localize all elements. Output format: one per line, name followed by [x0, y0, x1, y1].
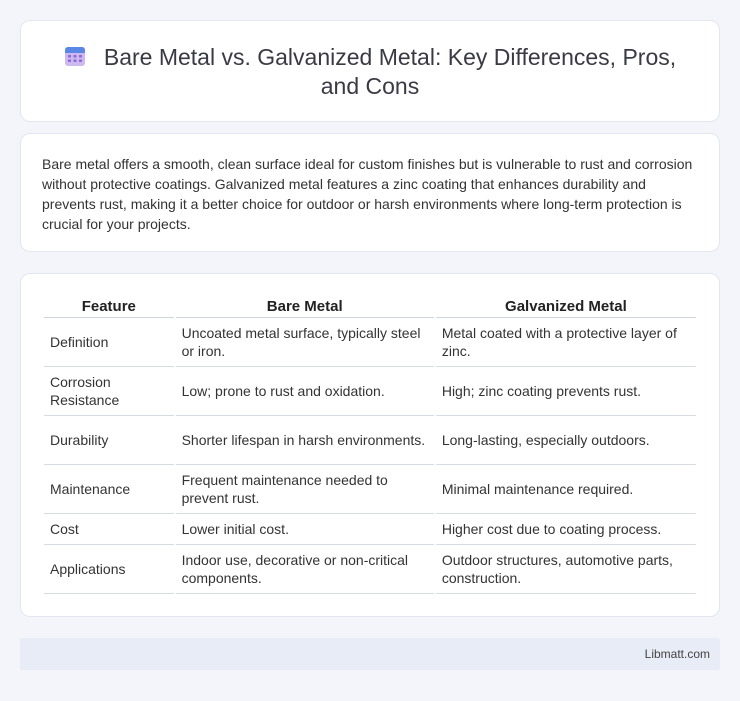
feature-cell: Applications: [44, 545, 174, 594]
table-row: [44, 318, 696, 367]
table-card: [20, 273, 720, 617]
column-header-feature: Feature: [44, 296, 174, 318]
table-row: [44, 416, 696, 465]
bare-metal-cell: Lower initial cost.: [176, 514, 434, 545]
galvanized-metal-cell: Metal coated with a protective layer of zinc.: [436, 318, 696, 367]
table-row: [44, 545, 696, 594]
bare-metal-cell: Shorter lifespan in harsh environments.: [176, 416, 434, 465]
title-card: [20, 20, 720, 122]
galvanized-metal-cell: Minimal maintenance required.: [436, 465, 696, 514]
page-title: Bare Metal vs. Galvanized Metal: Key Differences, Pros, and Cons: [103, 44, 677, 99]
column-header-galvanized-metal: Galvanized Metal: [436, 296, 696, 318]
feature-cell: Definition: [44, 318, 174, 367]
table-row: [44, 465, 696, 514]
feature-cell: Corrosion Resistance: [44, 367, 174, 416]
galvanized-metal-cell: High; zinc coating prevents rust.: [436, 367, 696, 416]
calendar-icon: [64, 45, 86, 67]
table-row: [44, 514, 696, 545]
bare-metal-cell: Low; prone to rust and oxidation.: [176, 367, 434, 416]
table-header-row: [44, 296, 696, 318]
bare-metal-cell: Uncoated metal surface, typically steel or iron.: [176, 318, 434, 367]
summary-card: [20, 133, 720, 252]
bare-metal-cell: Frequent maintenance needed to prevent rust.: [176, 465, 434, 514]
footer-site-name: Libmatt.com: [644, 647, 710, 661]
table-row: [44, 367, 696, 416]
feature-cell: Durability: [44, 416, 174, 465]
comparison-table: [42, 296, 698, 594]
galvanized-metal-cell: Higher cost due to coating process.: [436, 514, 696, 545]
column-header-bare-metal: Bare Metal: [176, 296, 434, 318]
galvanized-metal-cell: Outdoor structures, automotive parts, construction.: [436, 545, 696, 594]
feature-cell: Cost: [44, 514, 174, 545]
bare-metal-cell: Indoor use, decorative or non-critical components.: [176, 545, 434, 594]
title-wrap: [51, 43, 689, 101]
summary-text: Bare metal offers a smooth, clean surface ideal for custom finishes but is vulnerable to rust and corrosion without protective coatings. Galvanized metal features a zinc coating that enhances durability and prevents rust, making it a better choice for outdoor or harsh environments where long-term protection is crucial for your projects.: [42, 156, 693, 232]
feature-cell: Maintenance: [44, 465, 174, 514]
galvanized-metal-cell: Long-lasting, especially outdoors.: [436, 416, 696, 465]
footer-bar: [20, 638, 720, 670]
